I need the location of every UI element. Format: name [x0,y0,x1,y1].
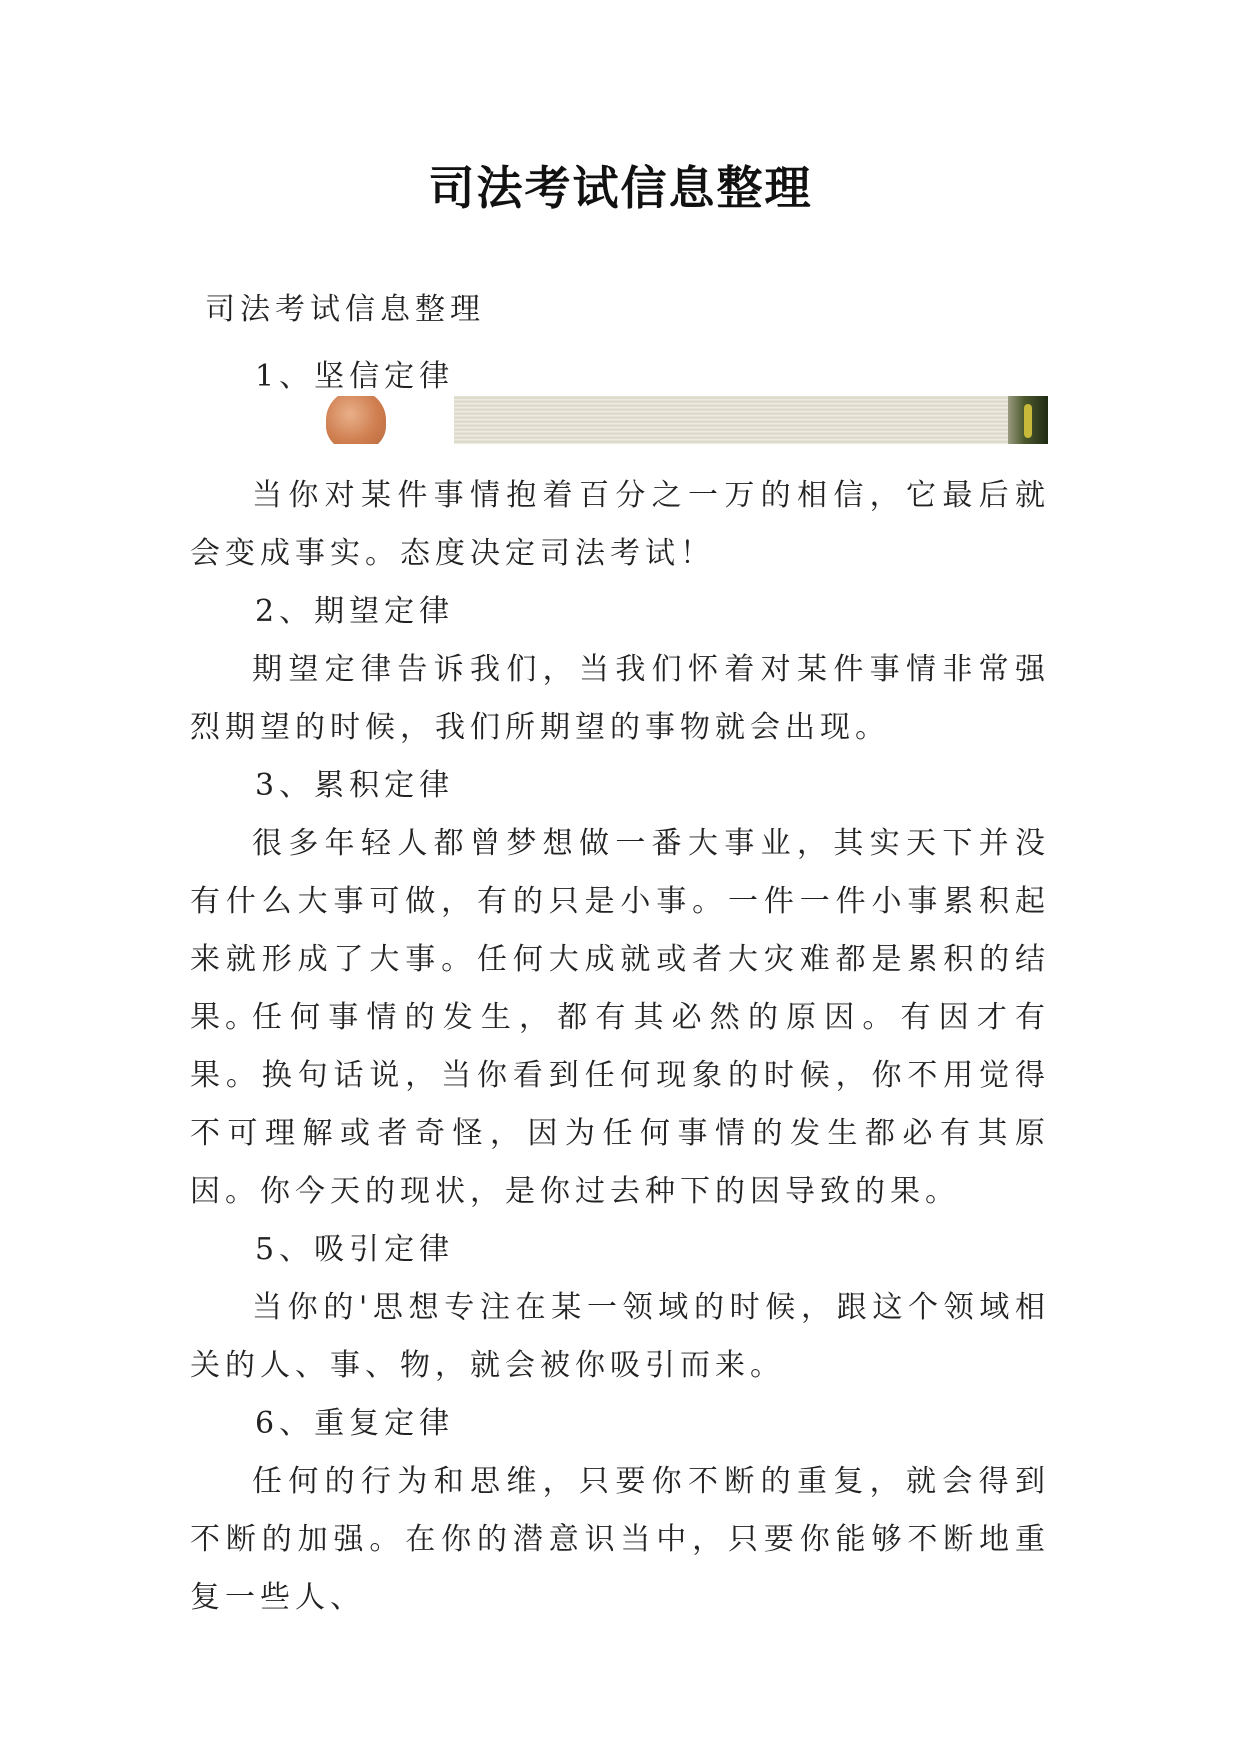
book-photo [318,396,1048,444]
section-heading-5: 5、吸引定律 [255,1232,455,1267]
paragraph-1: 当你对某件事情抱着百分之一万的相信，它最后就会变成事实。态度决定司法考试！ [190,478,1050,571]
paragraph-2: 期望定律告诉我们，当我们怀着对某件事情非常强烈期望的时候，我们所期望的事物就会出现。 [190,652,1050,745]
page-title: 司法考试信息整理 [428,161,813,215]
section-heading-1: 1、坚信定律 [255,359,455,394]
paragraph-4: 任何事情的发生，都有其必然的原因。有因才有果。换句话说，当你看到任何现象的时候，你不用觉得不可理解或者奇怪，因为任何事情的发生都必有其原因。你今天的现状，是你过去种下的因导致的果。 [190,1000,1050,1209]
leaf-graphic [1024,404,1032,438]
section-heading-6: 6、重复定律 [255,1406,455,1441]
section-heading-3: 3、累积定律 [255,768,455,803]
book-pages-graphic [454,396,1048,444]
finger-graphic [326,396,386,444]
paragraph-5: 当你的'思想专注在某一领域的时候，跟这个领域相关的人、事、物，就会被你吸引而来。 [190,1290,1050,1383]
paragraph-6: 任何的行为和思维，只要你不断的重复，就会得到不断的加强。在你的潜意识当中，只要你能够不断地重复一些人、 [190,1464,1050,1615]
section-heading-2: 2、期望定律 [255,594,455,629]
document-subtitle: 司法考试信息整理 [205,292,485,327]
paragraph-3: 很多年轻人都曾梦想做一番大事业，其实天下并没有什么大事可做，有的只是小事。一件一件小事累积起来就形成了大事。任何大成就或者大灾难都是累积的结果。 [190,826,1050,1035]
